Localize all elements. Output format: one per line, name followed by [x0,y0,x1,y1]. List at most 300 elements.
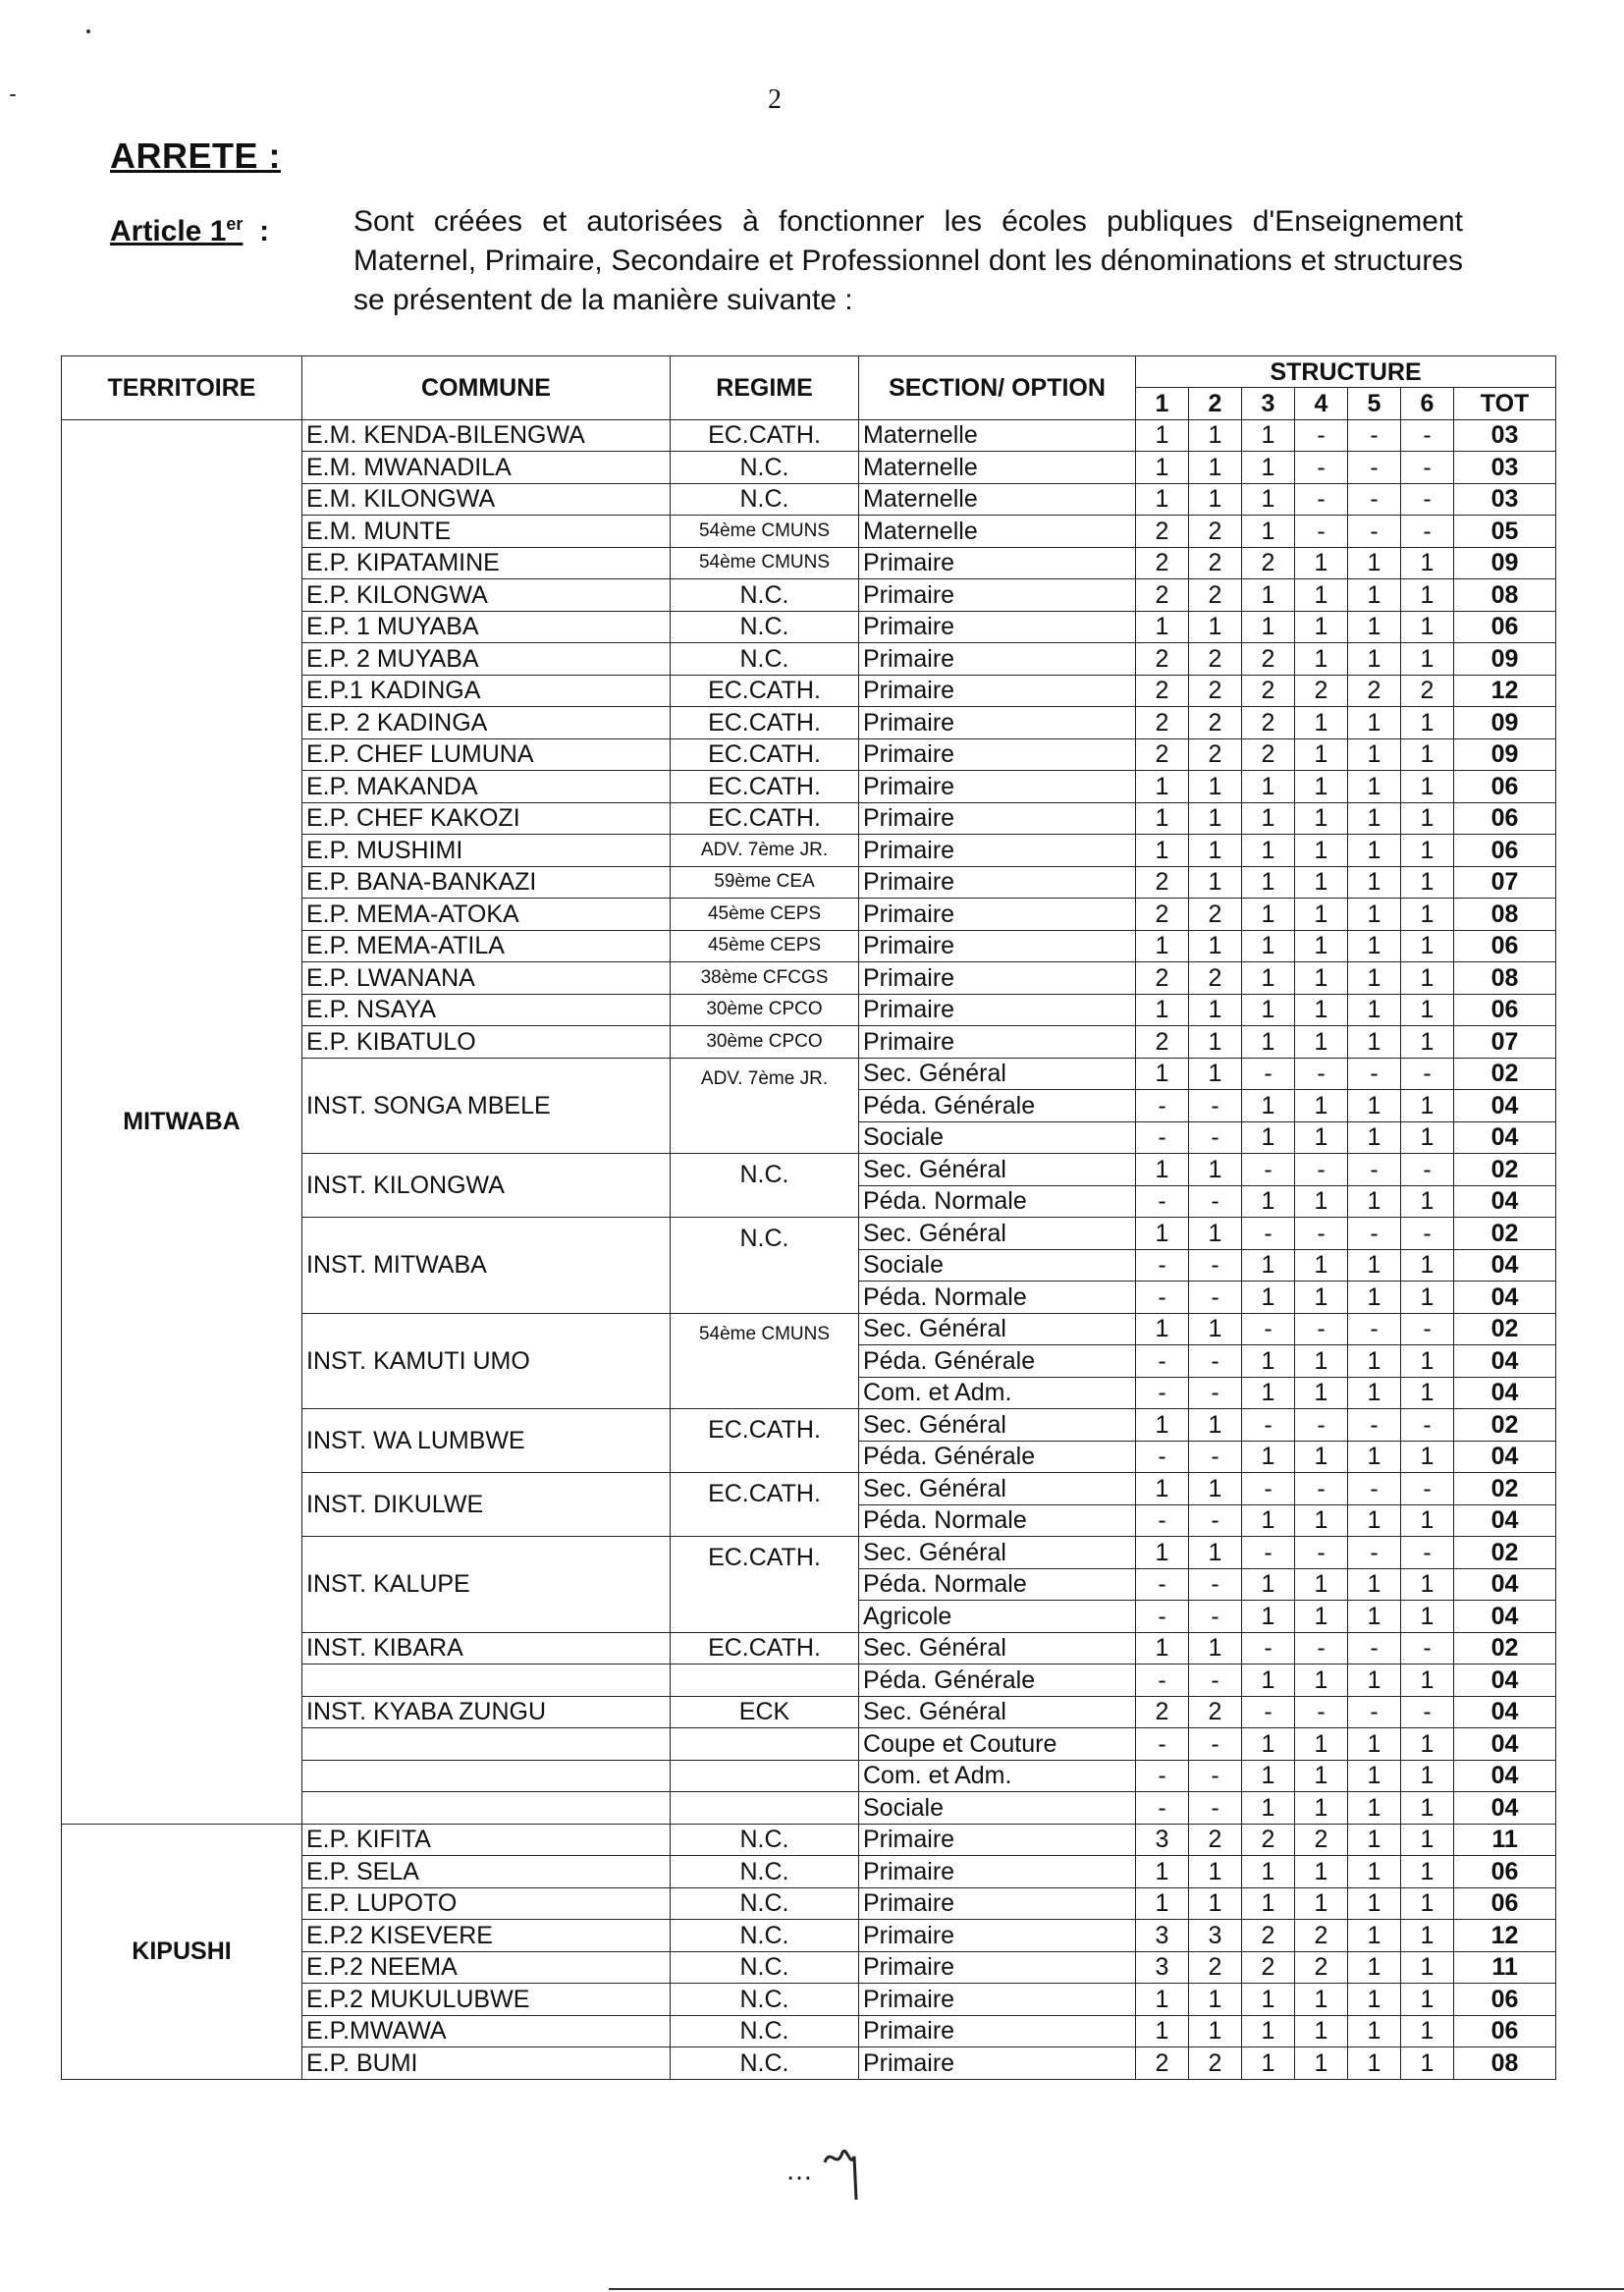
year-2-cell: 1 [1189,866,1242,899]
year-2-cell: - [1189,1249,1242,1282]
year-3-cell: 2 [1242,643,1295,676]
year-5-cell: 1 [1348,994,1401,1026]
year-6-cell: 1 [1401,802,1454,835]
commune-cell [302,1760,671,1792]
regime-cell [671,1760,859,1792]
regime-cell: 59ème CEA [671,866,859,899]
year-2-cell: 2 [1189,962,1242,995]
header-commune: COMMUNE [302,356,671,420]
table-row [62,419,1556,452]
year-4-cell: 1 [1295,1345,1348,1378]
year-6-cell: 1 [1401,1601,1454,1633]
commune-cell: E.P. 1 MUYABA [302,611,671,643]
regime-cell [671,1792,859,1825]
commune-cell [302,1792,671,1825]
year-5-cell: 2 [1348,675,1401,707]
year-3-cell: 1 [1242,1792,1295,1825]
year-2-cell: - [1189,1760,1242,1792]
article-label-colon: : [259,215,270,247]
section-cell: Primaire [859,962,1136,995]
section-cell: Péda. Générale [859,1664,1136,1697]
year-5-cell: 1 [1348,1249,1401,1282]
section-cell: Primaire [859,1887,1136,1920]
year-6-cell: - [1401,516,1454,548]
regime-cell: N.C. [671,1920,859,1952]
year-5-cell: - [1348,1473,1401,1505]
regime-cell: EC.CATH. [671,771,859,803]
year-3-cell: 1 [1242,962,1295,995]
year-3-cell: 2 [1242,675,1295,707]
year-6-cell: 1 [1401,547,1454,579]
year-5-cell: - [1348,1154,1401,1186]
regime-cell: N.C. [671,483,859,516]
year-4-cell: 2 [1295,1951,1348,1984]
year-5-cell: 1 [1348,579,1401,612]
tot-cell: 11 [1454,1951,1556,1984]
year-2-cell: 1 [1189,1632,1242,1664]
year-3-cell: 1 [1242,611,1295,643]
year-1-cell: - [1136,1504,1189,1537]
year-2-cell: 1 [1189,930,1242,962]
year-5-cell: 1 [1348,1377,1401,1409]
year-3-cell: 1 [1242,1504,1295,1537]
year-3-cell: - [1242,1696,1295,1728]
regime-cell: 30ème CPCO [671,1026,859,1059]
regime-cell: EC.CATH. [671,1473,859,1537]
regime-cell: 38ème CFCGS [671,962,859,995]
year-6-cell: - [1401,1154,1454,1186]
commune-cell: INST. KALUPE [302,1537,671,1633]
year-6-cell: - [1401,1473,1454,1505]
tot-cell: 05 [1454,516,1556,548]
year-3-cell: 2 [1242,1824,1295,1856]
year-6-cell: 1 [1401,1728,1454,1761]
year-3-cell: 1 [1242,771,1295,803]
commune-cell: E.P.2 MUKULUBWE [302,1984,671,2016]
tot-cell: 06 [1454,1887,1556,1920]
section-cell: Primaire [859,738,1136,771]
year-6-cell: - [1401,483,1454,516]
year-1-cell: 2 [1136,579,1189,612]
year-2-cell: 2 [1189,707,1242,739]
year-5-cell: 1 [1348,1090,1401,1122]
year-2-cell: - [1189,1090,1242,1122]
year-5-cell: 1 [1348,1920,1401,1952]
regime-cell: N.C. [671,643,859,676]
scan-speck [10,94,16,96]
header-regime: REGIME [671,356,859,420]
tot-cell: 04 [1454,1601,1556,1633]
year-3-cell: 1 [1242,452,1295,484]
tot-cell: 02 [1454,1218,1556,1250]
section-cell: Péda. Normale [859,1568,1136,1601]
regime-cell: ADV. 7ème JR. [671,1058,859,1154]
year-5-cell: 1 [1348,1792,1401,1825]
tot-cell: 06 [1454,930,1556,962]
year-4-cell: 1 [1295,1760,1348,1792]
year-1-cell: 1 [1136,611,1189,643]
regime-cell: 54ème CMUNS [671,1313,859,1409]
year-1-cell: 2 [1136,738,1189,771]
year-6-cell: - [1401,1218,1454,1250]
year-2-cell: 1 [1189,835,1242,867]
year-1-cell: 1 [1136,1058,1189,1090]
year-4-cell: - [1295,1218,1348,1250]
year-1-cell: - [1136,1377,1189,1409]
year-4-cell: 2 [1295,675,1348,707]
year-2-cell: 1 [1189,1218,1242,1250]
header-section-option: SECTION/ OPTION [859,356,1136,420]
tot-cell: 08 [1454,579,1556,612]
year-5-cell: 1 [1348,1601,1401,1633]
tot-cell: 04 [1454,1282,1556,1314]
commune-cell: E.P.2 KISEVERE [302,1920,671,1952]
year-3-cell: 1 [1242,1728,1295,1761]
year-6-cell: - [1401,1537,1454,1569]
year-1-cell: 1 [1136,452,1189,484]
year-2-cell: 1 [1189,452,1242,484]
tot-cell: 04 [1454,1664,1556,1697]
year-6-cell: 1 [1401,1504,1454,1537]
year-3-cell: - [1242,1058,1295,1090]
tot-cell: 07 [1454,1026,1556,1059]
year-4-cell: - [1295,452,1348,484]
year-2-cell: - [1189,1282,1242,1314]
year-1-cell: 1 [1136,771,1189,803]
year-6-cell: 1 [1401,579,1454,612]
year-2-cell: - [1189,1664,1242,1697]
regime-cell: EC.CATH. [671,1537,859,1633]
regime-cell: ECK [671,1696,859,1728]
year-4-cell: 1 [1295,547,1348,579]
year-1-cell: - [1136,1568,1189,1601]
section-cell: Primaire [859,994,1136,1026]
year-4-cell: 1 [1295,1121,1348,1154]
year-3-cell: 1 [1242,930,1295,962]
section-cell: Péda. Générale [859,1345,1136,1378]
year-1-cell: 2 [1136,962,1189,995]
year-1-cell: 2 [1136,675,1189,707]
tot-cell: 02 [1454,1313,1556,1345]
regime-cell: N.C. [671,579,859,612]
year-1-cell: 1 [1136,419,1189,452]
year-2-cell: - [1189,1601,1242,1633]
section-cell: Sociale [859,1249,1136,1282]
tot-cell: 09 [1454,738,1556,771]
section-cell: Primaire [859,771,1136,803]
year-1-cell: - [1136,1601,1189,1633]
year-5-cell: 1 [1348,1026,1401,1059]
year-1-cell: 2 [1136,516,1189,548]
year-5-cell: 1 [1348,707,1401,739]
year-2-cell: 2 [1189,738,1242,771]
year-4-cell: 1 [1295,1792,1348,1825]
year-5-cell: 1 [1348,1824,1401,1856]
year-3-cell: 1 [1242,866,1295,899]
tot-cell: 04 [1454,1441,1556,1473]
tot-cell: 04 [1454,1377,1556,1409]
year-5-cell: 1 [1348,930,1401,962]
year-5-cell: - [1348,1409,1401,1442]
year-5-cell: 1 [1348,1282,1401,1314]
year-5-cell: 1 [1348,1568,1401,1601]
decree-heading: ARRETE : [110,136,281,176]
year-2-cell: 1 [1189,1058,1242,1090]
year-6-cell: 1 [1401,1920,1454,1952]
year-3-cell: 1 [1242,419,1295,452]
year-1-cell: 1 [1136,1409,1189,1442]
year-6-cell: 1 [1401,1760,1454,1792]
year-2-cell: - [1189,1504,1242,1537]
regime-cell [671,1728,859,1761]
footer-ellipsis: … [785,2155,813,2186]
regime-cell: EC.CATH. [671,707,859,739]
section-cell: Primaire [859,899,1136,931]
year-4-cell: 1 [1295,899,1348,931]
year-4-cell: 1 [1295,994,1348,1026]
year-6-cell: 1 [1401,994,1454,1026]
section-cell: Sec. Général [859,1154,1136,1186]
commune-cell: INST. KIBARA [302,1632,671,1664]
tot-cell: 04 [1454,1504,1556,1537]
tot-cell: 04 [1454,1121,1556,1154]
year-2-cell: - [1189,1345,1242,1378]
year-3-cell: 1 [1242,994,1295,1026]
header-row [62,356,1556,388]
commune-cell: E.P. SELA [302,1856,671,1888]
year-3-cell: 1 [1242,1185,1295,1218]
year-3-cell: - [1242,1154,1295,1186]
year-1-cell: - [1136,1441,1189,1473]
section-cell: Péda. Normale [859,1504,1136,1537]
year-4-cell: 1 [1295,1887,1348,1920]
section-cell: Péda. Normale [859,1282,1136,1314]
section-cell: Sociale [859,1121,1136,1154]
year-1-cell: 1 [1136,1313,1189,1345]
section-cell: Primaire [859,643,1136,676]
year-3-cell: 1 [1242,1760,1295,1792]
year-1-cell: 2 [1136,643,1189,676]
year-3-cell: 1 [1242,1887,1295,1920]
year-4-cell: 1 [1295,738,1348,771]
year-4-cell: 1 [1295,1185,1348,1218]
year-3-cell: 1 [1242,1441,1295,1473]
year-5-cell: - [1348,516,1401,548]
scan-speck [86,29,90,33]
regime-cell: 30ème CPCO [671,994,859,1026]
year-2-cell: 2 [1189,675,1242,707]
commune-cell: E.P. BUMI [302,2047,671,2080]
footer-rule [609,2288,1624,2290]
year-1-cell: 2 [1136,899,1189,931]
year-1-cell: 1 [1136,1154,1189,1186]
year-5-cell: 1 [1348,547,1401,579]
tot-cell: 04 [1454,1568,1556,1601]
tot-cell: 08 [1454,899,1556,931]
header-year-4: 4 [1295,388,1348,420]
commune-cell [302,1664,671,1697]
tot-cell: 04 [1454,1760,1556,1792]
year-1-cell: - [1136,1090,1189,1122]
year-2-cell: 1 [1189,1887,1242,1920]
year-3-cell: 1 [1242,1345,1295,1378]
year-3-cell: 1 [1242,1249,1295,1282]
regime-cell: EC.CATH. [671,802,859,835]
commune-cell: E.P. BANA-BANKAZI [302,866,671,899]
tot-cell: 06 [1454,1856,1556,1888]
year-3-cell: 1 [1242,899,1295,931]
year-2-cell: - [1189,1568,1242,1601]
article-label [110,214,269,248]
tot-cell: 09 [1454,547,1556,579]
year-1-cell: - [1136,1792,1189,1825]
year-4-cell: 1 [1295,611,1348,643]
tot-cell: 06 [1454,835,1556,867]
year-3-cell: - [1242,1313,1295,1345]
commune-cell: INST. MITWABA [302,1218,671,1314]
year-6-cell: 1 [1401,866,1454,899]
year-2-cell: 1 [1189,802,1242,835]
year-5-cell: 1 [1348,2015,1401,2047]
section-cell: Primaire [859,1920,1136,1952]
section-cell: Primaire [859,802,1136,835]
year-1-cell: 1 [1136,930,1189,962]
year-4-cell: - [1295,1154,1348,1186]
year-4-cell: 1 [1295,2047,1348,2080]
section-cell: Primaire [859,2047,1136,2080]
regime-cell: N.C. [671,2015,859,2047]
year-5-cell: 1 [1348,1856,1401,1888]
commune-cell: E.M. KILONGWA [302,483,671,516]
year-6-cell: - [1401,419,1454,452]
year-1-cell: 1 [1136,1984,1189,2016]
year-2-cell: 2 [1189,547,1242,579]
year-4-cell: 2 [1295,1920,1348,1952]
territoire-cell: KIPUSHI [62,1824,302,2079]
year-6-cell: 1 [1401,1792,1454,1825]
year-5-cell: - [1348,419,1401,452]
year-2-cell: 2 [1189,1951,1242,1984]
year-3-cell: 1 [1242,516,1295,548]
year-1-cell: 3 [1136,1920,1189,1952]
year-4-cell: 1 [1295,1504,1348,1537]
year-6-cell: - [1401,1313,1454,1345]
year-3-cell: 1 [1242,1856,1295,1888]
commune-cell: INST. SONGA MBELE [302,1058,671,1154]
year-5-cell: 1 [1348,1664,1401,1697]
header-year-1: 1 [1136,388,1189,420]
year-4-cell: 1 [1295,1090,1348,1122]
commune-cell [302,1728,671,1761]
year-1-cell: 1 [1136,1856,1189,1888]
year-2-cell: 1 [1189,1856,1242,1888]
tot-cell: 04 [1454,1792,1556,1825]
year-1-cell: - [1136,1345,1189,1378]
year-4-cell: - [1295,1632,1348,1664]
regime-cell: EC.CATH. [671,419,859,452]
regime-cell: EC.CATH. [671,1409,859,1473]
regime-cell: EC.CATH. [671,738,859,771]
commune-cell: E.P. MEMA-ATOKA [302,899,671,931]
section-cell: Sociale [859,1792,1136,1825]
regime-cell: N.C. [671,1887,859,1920]
year-4-cell: 1 [1295,1568,1348,1601]
year-1-cell: - [1136,1760,1189,1792]
year-6-cell: 1 [1401,1185,1454,1218]
year-5-cell: 1 [1348,771,1401,803]
commune-cell: E.P. MUSHIMI [302,835,671,867]
year-3-cell: 1 [1242,579,1295,612]
year-2-cell: 1 [1189,1473,1242,1505]
tot-cell: 02 [1454,1537,1556,1569]
year-4-cell: 2 [1295,1824,1348,1856]
year-4-cell: 1 [1295,1664,1348,1697]
year-5-cell: - [1348,1218,1401,1250]
year-2-cell: 1 [1189,483,1242,516]
year-1-cell: - [1136,1664,1189,1697]
year-4-cell: 1 [1295,1601,1348,1633]
year-4-cell: 1 [1295,1282,1348,1314]
year-1-cell: - [1136,1282,1189,1314]
year-5-cell: 1 [1348,738,1401,771]
year-2-cell: - [1189,1728,1242,1761]
year-5-cell: 1 [1348,1121,1401,1154]
year-6-cell: - [1401,1632,1454,1664]
year-1-cell: 3 [1136,1824,1189,1856]
tot-cell: 09 [1454,707,1556,739]
section-cell: Primaire [859,675,1136,707]
tot-cell: 04 [1454,1696,1556,1728]
tot-cell: 04 [1454,1345,1556,1378]
year-2-cell: 1 [1189,994,1242,1026]
year-4-cell: 1 [1295,1856,1348,1888]
year-5-cell: 1 [1348,1951,1401,1984]
year-2-cell: 1 [1189,1537,1242,1569]
tot-cell: 02 [1454,1473,1556,1505]
year-1-cell: 1 [1136,1218,1189,1250]
year-6-cell: 1 [1401,1441,1454,1473]
year-4-cell: 1 [1295,866,1348,899]
year-4-cell: 1 [1295,962,1348,995]
section-cell: Sec. Général [859,1313,1136,1345]
regime-cell: 45ème CEPS [671,899,859,931]
commune-cell: E.M. MWANADILA [302,452,671,484]
commune-cell: INST. DIKULWE [302,1473,671,1537]
year-4-cell: - [1295,419,1348,452]
section-cell: Primaire [859,866,1136,899]
tot-cell: 12 [1454,675,1556,707]
tot-cell: 06 [1454,771,1556,803]
tot-cell: 03 [1454,452,1556,484]
year-3-cell: 1 [1242,483,1295,516]
year-6-cell: 1 [1401,962,1454,995]
year-3-cell: - [1242,1473,1295,1505]
year-4-cell: 1 [1295,1377,1348,1409]
tot-cell: 09 [1454,643,1556,676]
tot-cell: 06 [1454,2015,1556,2047]
regime-cell: N.C. [671,2047,859,2080]
year-2-cell: 1 [1189,1026,1242,1059]
year-4-cell: 1 [1295,2015,1348,2047]
article-label-text: Article 1 [110,215,227,247]
regime-cell: EC.CATH. [671,1632,859,1664]
year-3-cell: 1 [1242,1664,1295,1697]
year-2-cell: 2 [1189,643,1242,676]
year-1-cell: 2 [1136,2047,1189,2080]
year-5-cell: 1 [1348,1760,1401,1792]
section-cell: Primaire [859,2015,1136,2047]
year-1-cell: 1 [1136,483,1189,516]
